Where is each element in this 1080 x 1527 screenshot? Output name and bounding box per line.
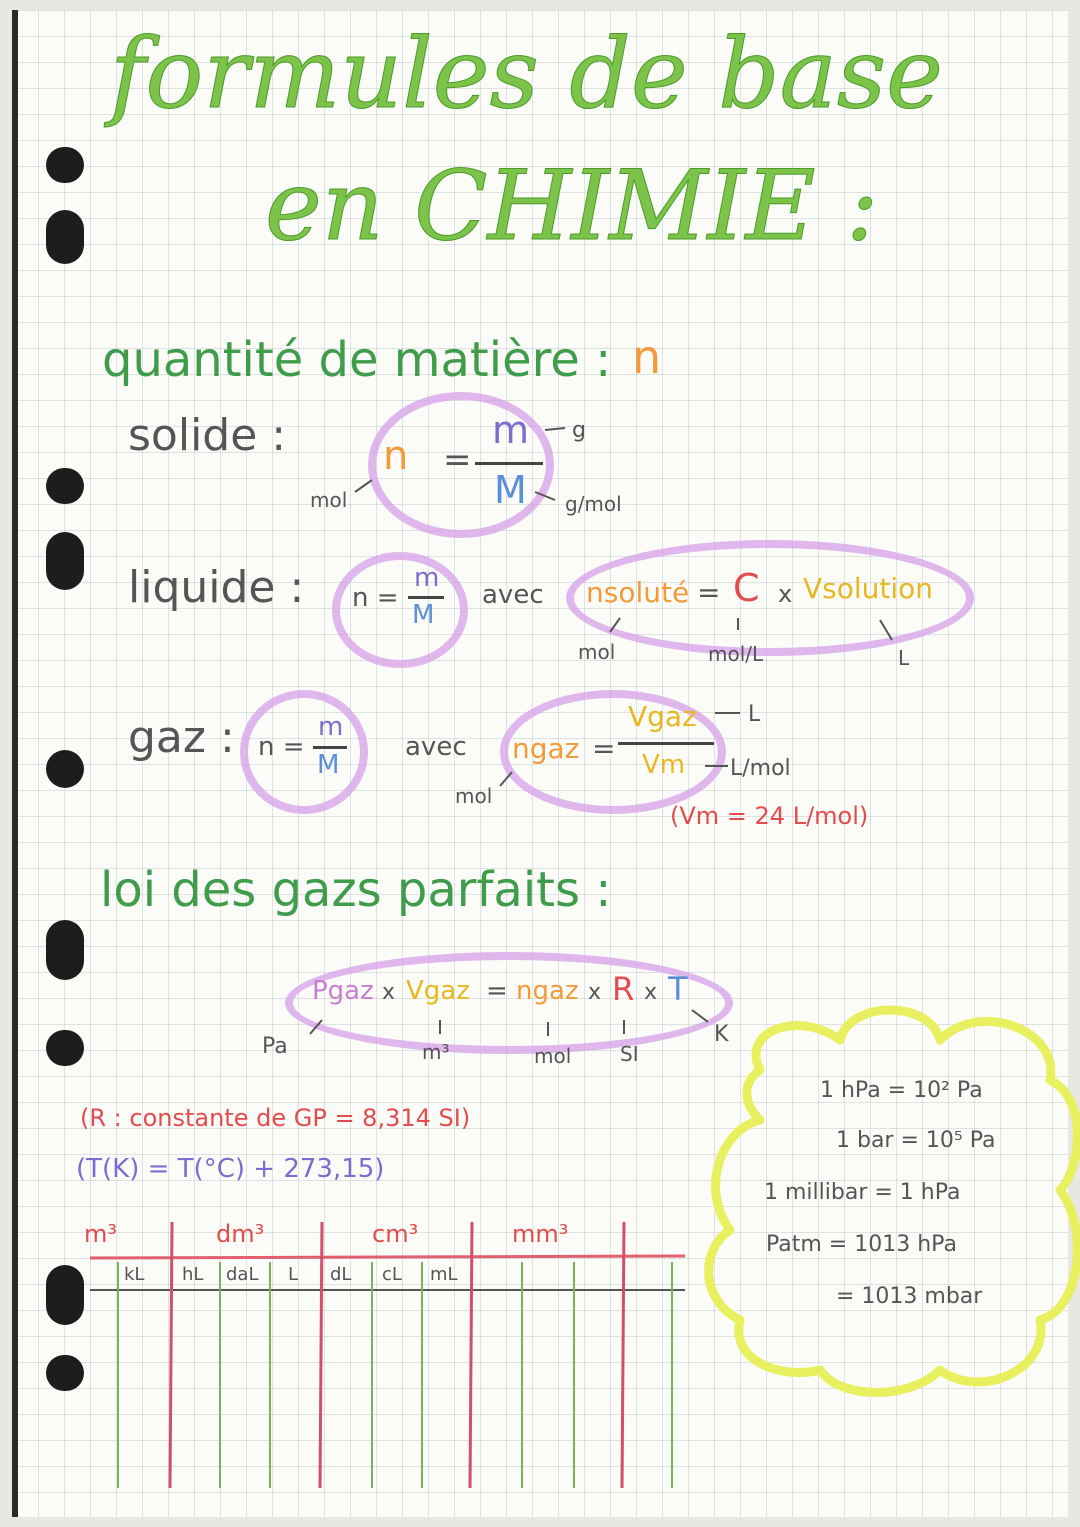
gp-n: ngaz [516, 976, 579, 1006]
liquide-avec: avec [482, 580, 544, 610]
cloud-line: = 1013 mbar [836, 1284, 983, 1309]
gaz-n-equals: n = [258, 732, 305, 762]
gp-T: T [668, 970, 688, 1008]
gp-R: R [612, 970, 635, 1008]
gp-unit-T: K [714, 1022, 729, 1047]
table-subheader: cL [382, 1264, 402, 1285]
gaz-unit-n: mol [455, 784, 493, 808]
cloud-line: 1 hPa = 10² Pa [820, 1078, 983, 1103]
gp-times-2: x [588, 980, 602, 1005]
gaz-numerator: m [318, 712, 344, 742]
gaz-unit-V: L [748, 702, 761, 727]
liquide-C: C [733, 566, 760, 610]
table-subheader: mL [430, 1264, 458, 1285]
table-header: dm³ [216, 1220, 265, 1248]
note-T: (T(K) = T(°C) + 273,15) [76, 1154, 385, 1184]
gp-times-3: x [644, 980, 658, 1005]
liquide-unit-n: mol [578, 640, 616, 664]
table-subheader: daL [226, 1264, 259, 1285]
gp-unit-R: SI [620, 1042, 639, 1066]
solide-n: n [383, 433, 409, 479]
liquide-unit-V: L [898, 646, 910, 670]
gp-times-1: x [382, 980, 396, 1005]
solide-denominator: M [494, 468, 527, 512]
gp-unit-n: mol [534, 1044, 572, 1068]
solide-equals: = [443, 440, 472, 480]
liquide-n-solute: nsoluté [586, 576, 690, 609]
solide-numerator: m [492, 408, 530, 452]
gaz-unit-Vm: L/mol [730, 756, 791, 781]
liquide-V-solution: Vsolution [803, 572, 934, 605]
note-R: (R : constante de GP = 8,314 SI) [80, 1104, 471, 1132]
solide-unit-n: mol [310, 488, 348, 512]
gaz-V: Vgaz [628, 700, 697, 733]
table-subheader: dL [330, 1264, 352, 1285]
section-heading-quantite: quantité de matière : [102, 332, 612, 388]
cloud-line: 1 millibar = 1 hPa [764, 1180, 961, 1205]
liquide-numerator: m [414, 563, 440, 593]
liquide-unit-C: mol/L [708, 642, 764, 666]
liquide-times: x [778, 580, 793, 608]
gp-unit-V: m³ [422, 1040, 450, 1064]
section-heading-gaz-parfaits: loi des gazs parfaits : [100, 862, 612, 918]
gp-P: Pgaz [312, 976, 374, 1006]
gaz-denominator: M [317, 750, 340, 780]
gaz-avec: avec [405, 732, 467, 762]
cloud-line: 1 bar = 10⁵ Pa [836, 1128, 996, 1153]
liquide-equals: = [697, 576, 721, 609]
table-header: mm³ [512, 1220, 569, 1248]
table-subheader: kL [124, 1264, 145, 1285]
gp-equals: = [486, 976, 508, 1006]
gp-V: Vgaz [406, 976, 470, 1006]
cloud-line: Patm = 1013 hPa [766, 1232, 957, 1257]
table-subheader: hL [182, 1264, 204, 1285]
page-title-line2: en CHIMIE : [265, 150, 879, 262]
liquide-denominator: M [412, 600, 435, 630]
table-header: m³ [84, 1220, 117, 1248]
label-gaz: gaz : [128, 712, 235, 763]
table-subheader: L [288, 1264, 299, 1285]
gp-unit-P: Pa [262, 1034, 288, 1059]
liquide-n-equals: n = [352, 583, 399, 613]
solide-unit-m: g [572, 418, 586, 443]
label-solide: solide : [128, 410, 287, 461]
gaz-n: ngaz [512, 732, 580, 765]
solide-unit-M: g/mol [565, 492, 622, 516]
gaz-Vm: Vm [642, 750, 686, 780]
label-liquide: liquide : [128, 562, 305, 613]
quantite-symbol: n [632, 330, 662, 384]
page-title-line1: formules de base [110, 18, 943, 130]
table-header: cm³ [372, 1220, 419, 1248]
gaz-Vm-note: (Vm = 24 L/mol) [670, 802, 869, 830]
gaz-equals: = [592, 732, 616, 765]
